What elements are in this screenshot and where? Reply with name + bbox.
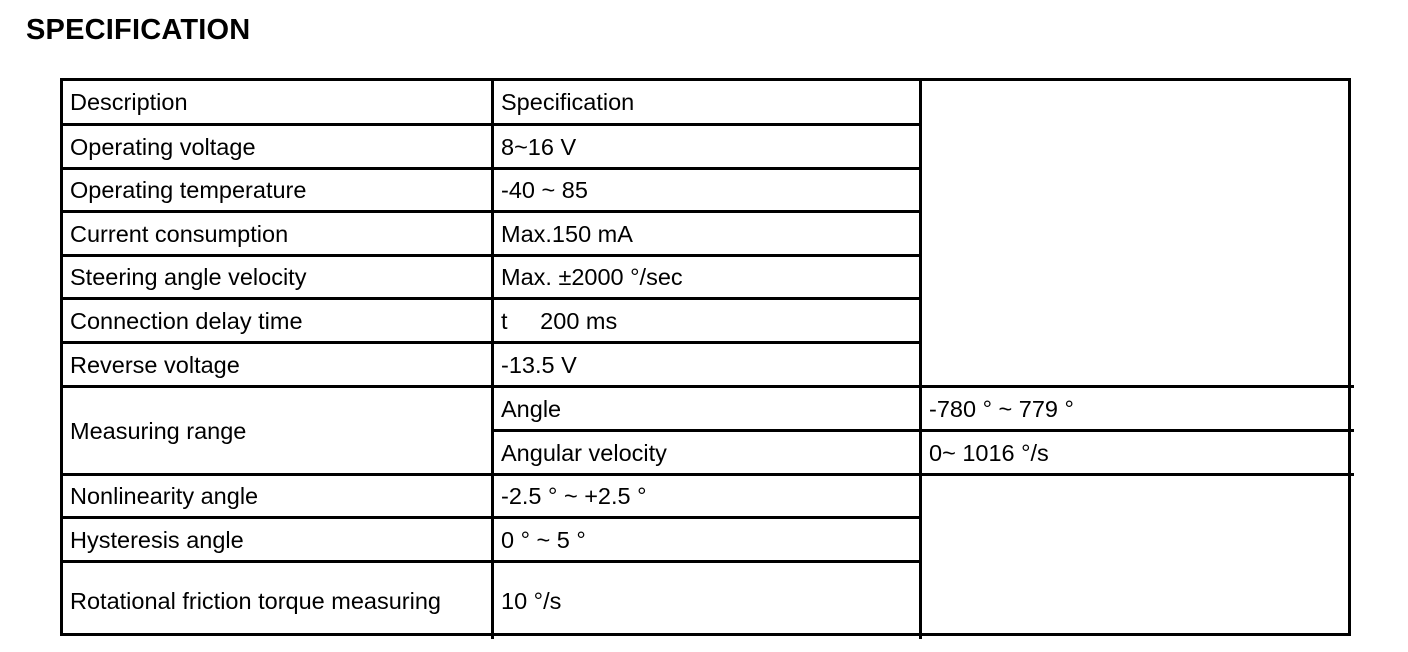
row-specification: Max. ±2000 °/sec xyxy=(494,257,922,300)
measuring-range-description: Measuring range xyxy=(63,388,494,476)
empty-cell-bottom xyxy=(922,476,1354,639)
row-description: Connection delay time xyxy=(63,300,494,344)
row-description: Nonlinearity angle xyxy=(63,476,494,519)
row-specification: 10 °/s xyxy=(494,563,922,639)
measuring-range-parameter: Angular velocity xyxy=(494,432,922,476)
measuring-range-value: 0~ 1016 °/s xyxy=(922,432,1354,476)
row-specification: -40 ~ 85 xyxy=(494,170,922,213)
row-specification: t 200 ms xyxy=(494,300,922,344)
measuring-range-parameter: Angle xyxy=(494,388,922,432)
row-specification: -13.5 V xyxy=(494,344,922,388)
empty-cell-top xyxy=(922,81,1354,388)
row-description: Reverse voltage xyxy=(63,344,494,388)
row-description: Hysteresis angle xyxy=(63,519,494,563)
header-description: Description xyxy=(63,81,494,126)
specification-table xyxy=(60,78,1351,636)
row-specification: -2.5 ° ~ +2.5 ° xyxy=(494,476,922,519)
row-specification: 0 ° ~ 5 ° xyxy=(494,519,922,563)
row-description: Steering angle velocity xyxy=(63,257,494,300)
page-title: SPECIFICATION xyxy=(26,14,251,46)
row-description: Rotational friction torque measuring xyxy=(63,563,494,639)
header-specification: Specification xyxy=(494,81,922,126)
row-specification: 8~16 V xyxy=(494,126,922,170)
row-description: Current consumption xyxy=(63,213,494,257)
row-description: Operating voltage xyxy=(63,126,494,170)
row-specification: Max.150 mA xyxy=(494,213,922,257)
row-description: Operating temperature xyxy=(63,170,494,213)
measuring-range-value: -780 ° ~ 779 ° xyxy=(922,388,1354,432)
